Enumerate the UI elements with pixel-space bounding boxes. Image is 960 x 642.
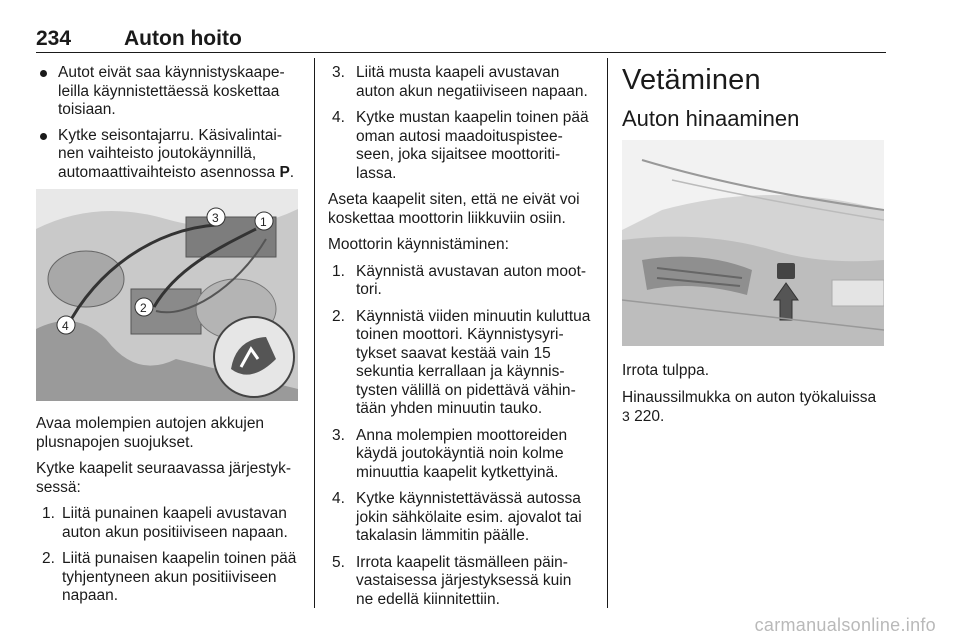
paragraph: Avaa molempien autojen akkujen plusnapojen suojukset. <box>36 415 265 451</box>
column-divider <box>607 58 608 608</box>
page-header <box>36 24 886 53</box>
chapter-heading: Vetäminen <box>622 64 761 96</box>
step-item: 4. Kytke käynnistettävässä autossa jokin sähkölaite esim. ajovalot tai takalasin lämmitin päälle. <box>332 490 582 544</box>
step-item: 4. Kytke mustan kaapelin toinen pää oman autosi maadoituspisteeseen, joka sijaitsee moottoritilassa. <box>332 109 589 182</box>
step-item: 2. Käynnistä viiden minuutin kuluttua toinen moottori. Käynnistysyritykset saavat kestää vain 15 sekuntia kerrallaan ja käynnistysten välillä on pidettävä vähintään yhden minuutin tauko. <box>332 307 591 417</box>
page-reference-icon: 3 <box>622 408 630 424</box>
connection-steps-continued <box>328 64 592 183</box>
step-item: 2. Liitä punaisen kaapelin toinen pää tyhjentyneen akun positiiviseen napaan. <box>42 550 297 604</box>
page-number: 234 <box>36 27 72 50</box>
paragraph: Aseta kaapelit siten, että ne eivät voi koskettaa moottorin liikkuviin osiin. <box>328 191 580 227</box>
figure-label-1: 1 <box>260 215 267 229</box>
gear-position-p: P <box>279 163 290 181</box>
column-right <box>622 64 886 435</box>
paragraph: Kytke kaapelit seuraavassa järjestyksessä: <box>36 460 292 496</box>
figure-label-4: 4 <box>62 319 69 333</box>
step-item: 1. Käynnistä avustavan auton moottori. <box>332 262 587 298</box>
column-middle <box>328 64 592 617</box>
connection-steps <box>36 505 302 606</box>
bullet-item: Autot eivät saa käynnistyskaapeleilla käynnistettäessä koskettaa toisiaan. <box>36 64 302 120</box>
engine-start-steps <box>328 263 592 610</box>
precaution-list <box>36 64 302 182</box>
bullet-item: Kytke seisontajarru. Käsivalintainen vaihteisto joutokäynnillä, automaattivaihteisto asennossa P. <box>36 127 302 183</box>
column-left <box>36 64 302 614</box>
subsection-heading: Auton hinaaminen <box>622 106 800 131</box>
paragraph: Moottorin käynnistäminen: <box>328 236 509 253</box>
figure-label-2: 2 <box>140 301 147 315</box>
paragraph: Irrota tulppa. <box>622 362 710 379</box>
step-item: 3. Anna molempien moottoreiden käydä joutokäyntiä noin kolme minuuttia kaapelit kytkettyinä. <box>332 426 568 481</box>
step-item: 5. Irrota kaapelit täsmälleen päinvastaisessa järjestyksessä kuin ne edellä kiinnitettiin. <box>332 553 572 608</box>
step-item: 1. Liitä punainen kaapeli avustavan auton akun positiiviseen napaan. <box>42 505 288 541</box>
jump-start-figure <box>36 189 298 401</box>
towing-figure <box>622 140 884 346</box>
step-item: 3. Liitä musta kaapeli avustavan auton akun negatiiviseen napaan. <box>332 64 588 100</box>
section-title: Auton hoito <box>124 27 242 50</box>
watermark: carmanualsonline.info <box>754 615 936 635</box>
page-reference-link[interactable]: 220. <box>634 408 665 425</box>
paragraph: Hinaussilmukka on auton työkaluissa 3 220. <box>622 388 877 425</box>
figure-label-3: 3 <box>212 211 219 225</box>
column-divider <box>314 58 315 608</box>
